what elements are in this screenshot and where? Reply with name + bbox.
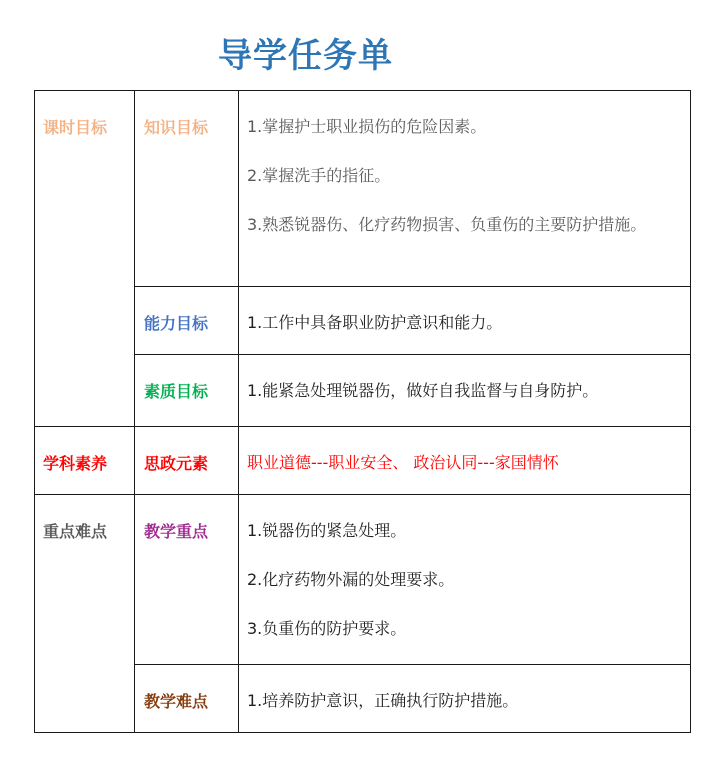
knowledge-item: 3.熟悉锐器伤、化疗药物损害、负重伤的主要防护措施。 bbox=[247, 215, 647, 234]
cell-teach-key-label bbox=[135, 495, 239, 665]
teach-diff-item: 1.培养防护意识，正确执行防护措施。 bbox=[247, 691, 519, 710]
row-literacy bbox=[35, 427, 691, 495]
keypoints-label: 重点难点 bbox=[43, 522, 108, 541]
cell-ability-label bbox=[135, 287, 239, 355]
page-title: 导学任务单 bbox=[218, 36, 393, 76]
knowledge-item: 2.掌握洗手的指征。 bbox=[247, 166, 391, 185]
teach-key-item: 3.负重伤的防护要求。 bbox=[247, 619, 407, 638]
cell-quality-content bbox=[239, 355, 691, 427]
quality-item: 1.能紧急处理锐器伤，做好自我监督与自身防护。 bbox=[247, 381, 599, 400]
ideology-text: 职业道德---职业安全、 政治认同---家国情怀 bbox=[247, 453, 559, 472]
course-goal-label: 课时目标 bbox=[43, 118, 108, 137]
cell-knowledge-label bbox=[135, 91, 239, 287]
ability-goal-label: 能力目标 bbox=[144, 314, 209, 333]
ideology-label: 思政元素 bbox=[144, 454, 209, 473]
cell-course-goal bbox=[35, 91, 135, 427]
cell-ideology-label bbox=[135, 427, 239, 495]
row-knowledge bbox=[35, 91, 691, 287]
cell-teach-diff-label bbox=[135, 665, 239, 733]
cell-knowledge-content bbox=[239, 91, 691, 287]
guide-table bbox=[34, 90, 691, 733]
cell-teach-key-content bbox=[239, 495, 691, 665]
cell-teach-diff-content bbox=[239, 665, 691, 733]
teach-key-label: 教学重点 bbox=[144, 522, 209, 541]
cell-ideology-content bbox=[239, 427, 691, 495]
cell-quality-label bbox=[135, 355, 239, 427]
ability-item: 1.工作中具备职业防护意识和能力。 bbox=[247, 313, 503, 332]
cell-literacy bbox=[35, 427, 135, 495]
teach-key-item: 1.锐器伤的紧急处理。 bbox=[247, 521, 407, 540]
knowledge-item: 1.掌握护士职业损伤的危险因素。 bbox=[247, 117, 487, 136]
knowledge-goal-label: 知识目标 bbox=[144, 118, 209, 137]
quality-goal-label: 素质目标 bbox=[144, 382, 209, 401]
teach-key-item: 2.化疗药物外漏的处理要求。 bbox=[247, 570, 455, 589]
literacy-label: 学科素养 bbox=[43, 454, 108, 473]
cell-keypoints bbox=[35, 495, 135, 733]
row-teach-key bbox=[35, 495, 691, 665]
cell-ability-content bbox=[239, 287, 691, 355]
teach-diff-label: 教学难点 bbox=[144, 692, 209, 711]
